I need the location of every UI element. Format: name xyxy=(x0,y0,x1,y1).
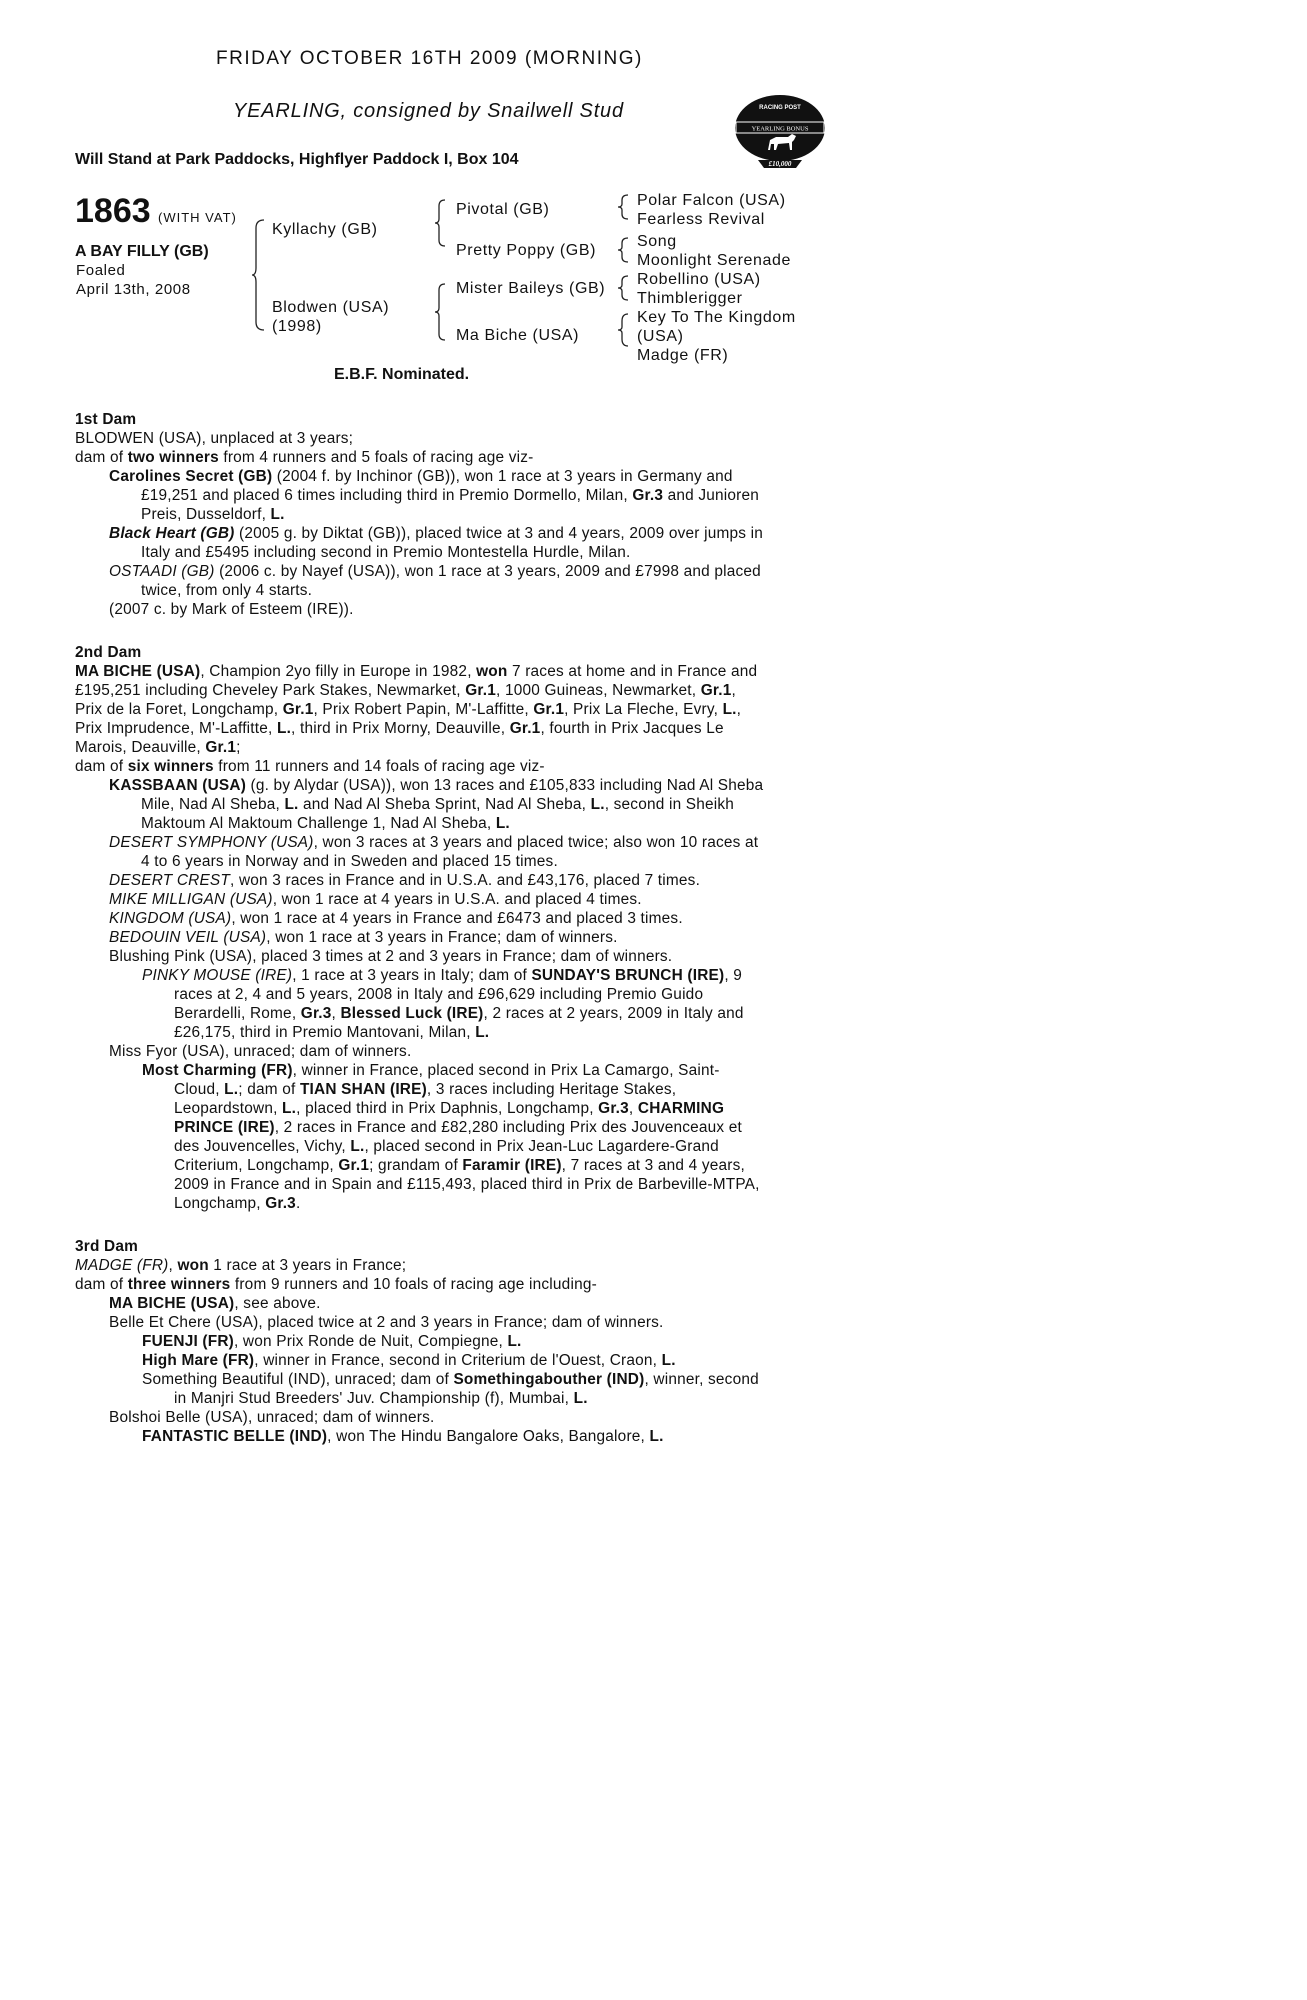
pedigree-dam-dam: Ma Biche (USA) xyxy=(456,327,580,344)
second-dam-line: MA BICHE (USA), Champion 2yo filly in Europe in 1982, won 7 races at home and in France and £195,251 including Cheveley Park Stakes, Newmarket, Gr.1, 1000 Guineas, Newmarket, Gr.1, Prix de la Foret, Longchamp, Gr.1, Prix Robert Papin, M'-Laffitte, Gr.1, Prix La Fleche, Evry, L., Prix Imprudence, M'-Laffitte, L., third in Prix Morny, Deauville, Gr.1, fourth in Prix Jacques Le Marois, Deauville, Gr.1; xyxy=(75,663,758,756)
descendant-entry: FANTASTIC BELLE (IND), won The Hindu Bangalore Oaks, Bangalore, L. xyxy=(142,1428,664,1445)
produce-entry: Black Heart (GB) (2005 g. by Diktat (GB)), placed twice at 3 and 4 years, 2009 over jumps in Italy and £5495 including second in Premio Montestella Hurdle, Milan. xyxy=(109,525,763,561)
pedigree-dam-sire: Mister Baileys (GB) xyxy=(456,280,606,297)
pedigree-dam-year: (1998) xyxy=(272,318,322,335)
produce-entry: Belle Et Chere (USA), placed twice at 2 and 3 years in France; dam of winners. xyxy=(109,1314,664,1331)
pedigree-sds: Song xyxy=(637,233,677,250)
descendant-entry: PINKY MOUSE (IRE), 1 race at 3 years in Italy; dam of SUNDAY'S BRUNCH (IRE), 9 races at 2, 4 and 5 years, 2008 in Italy and £96,629 including Premio Guido Berardelli, Rome, Gr.3, Blessed Luck (IRE), 2 races at 2 years, 2009 in Italy and £26,175, third in Premio Mantovani, Milan, L. xyxy=(142,967,744,1041)
second-dam-produce-summary: dam of six winners from 11 runners and 14 foals of racing age viz- xyxy=(75,758,545,775)
second-dam-heading: 2nd Dam xyxy=(75,644,142,661)
pedigree-sss: Polar Falcon (USA) xyxy=(637,192,786,209)
descendant-entry: FUENJI (FR), won Prix Ronde de Nuit, Compiegne, L. xyxy=(142,1333,522,1350)
pedigree-bracket-icon xyxy=(618,236,630,264)
pedigree-bracket-icon xyxy=(618,312,630,348)
horse-name: A BAY FILLY (GB) xyxy=(75,243,209,260)
foaled-label: Foaled xyxy=(76,262,126,279)
consignment: YEARLING, consigned by Snailwell Stud xyxy=(233,100,624,122)
descendant-entry: High Mare (FR), winner in France, second in Criterium de l'Ouest, Craon, L. xyxy=(142,1352,676,1369)
badge-mid-text: YEARLING BONUS xyxy=(751,125,809,133)
produce-entry: Miss Fyor (USA), unraced; dam of winners. xyxy=(109,1043,412,1060)
produce-entry: DESERT SYMPHONY (USA), won 3 races at 3 years and placed twice; also won 10 races at 4 to 6 years in Norway and in Sweden and placed 15 times. xyxy=(109,834,759,870)
pedigree-bracket-icon xyxy=(618,193,630,221)
pedigree-bracket-icon xyxy=(435,198,447,248)
produce-entry: Bolshoi Belle (USA), unraced; dam of winners. xyxy=(109,1409,435,1426)
third-dam-produce-summary: dam of three winners from 9 runners and 10 foals of racing age including- xyxy=(75,1276,597,1293)
third-dam-line: MADGE (FR), won 1 race at 3 years in France; xyxy=(75,1257,407,1274)
produce-entry: KINGDOM (USA), won 1 race at 4 years in France and £6473 and placed 3 times. xyxy=(109,910,683,927)
pedigree-ssd: Fearless Revival xyxy=(637,211,765,228)
lot-number: 1863 xyxy=(75,192,151,230)
pedigree-sire: Kyllachy (GB) xyxy=(272,221,378,238)
pedigree-dss: Robellino (USA) xyxy=(637,271,761,288)
produce-entry: KASSBAAN (USA) (g. by Alydar (USA)), won 13 races and £105,833 including Nad Al Sheba Mile, Nad Al Sheba, L. and Nad Al Sheba Sprint, Nad Al Sheba, L., second in Sheikh Maktoum Al Maktoum Challenge 1, Nad Al Sheba, L. xyxy=(109,777,764,832)
descendant-entry: Something Beautiful (IND), unraced; dam of Somethingabouther (IND), winner, second in Manjri Stud Breeders' Juv. Championship (f), Mumbai, L. xyxy=(142,1371,759,1407)
pedigree-bracket-icon xyxy=(252,218,266,332)
pedigree-sire-sire: Pivotal (GB) xyxy=(456,201,550,218)
ebf-nominated: E.B.F. Nominated. xyxy=(334,366,470,383)
pedigree-bracket-icon xyxy=(435,282,447,342)
produce-entry: BEDOUIN VEIL (USA), won 1 race at 3 years in France; dam of winners. xyxy=(109,929,618,946)
pedigree-dds: Key To The Kingdom xyxy=(637,309,796,326)
foaled-date: April 13th, 2008 xyxy=(76,281,191,298)
pedigree-sire-dam: Pretty Poppy (GB) xyxy=(456,242,597,259)
lot-vat: (WITH VAT) xyxy=(158,210,237,225)
produce-entry: Carolines Secret (GB) (2004 f. by Inchinor (GB)), won 1 race at 3 years in Germany and £19,251 and placed 6 times including third in Premio Dormello, Milan, Gr.3 and Junioren Preis, Dusseldorf, L. xyxy=(109,468,759,523)
pedigree-dsd: Thimblerigger xyxy=(637,290,743,307)
first-dam-line: BLODWEN (USA), unplaced at 3 years; xyxy=(75,430,354,447)
descendant-entry: Most Charming (FR), winner in France, placed second in Prix La Camargo, Saint-Cloud, L.; dam of TIAN SHAN (IRE), 3 races including Heritage Stakes, Leopardstown, L., placed third in Prix Daphnis, Longchamp, Gr.3, CHARMING PRINCE (IRE), 2 races in France and £82,280 including Prix des Jouvenceaux et des Jouvencelles, Vichy, L., placed second in Prix Jean-Luc Lagardere-Grand Criterium, Longchamp, Gr.1; grandam of Faramir (IRE), 7 races at 3 and 4 years, 2009 in France and in Spain and £115,493, placed third in Prix de Barbeville-MTPA, Longchamp, Gr.3. xyxy=(142,1062,760,1212)
badge-top-text: RACING POST xyxy=(759,105,801,111)
pedigree-ddd: Madge (FR) xyxy=(637,347,729,364)
first-dam-produce-summary: dam of two winners from 4 runners and 5 foals of racing age viz- xyxy=(75,449,534,466)
badge-amount: £10,000 xyxy=(768,160,792,168)
catalogue-body xyxy=(75,402,765,1446)
pedigree-bracket-icon xyxy=(618,274,630,302)
sale-date: FRIDAY OCTOBER 16TH 2009 (MORNING) xyxy=(216,48,643,69)
pedigree-dam: Blodwen (USA) xyxy=(272,299,390,316)
pedigree-dds-country: (USA) xyxy=(637,328,684,345)
produce-entry: OSTAADI (GB) (2006 c. by Nayef (USA)), won 1 race at 3 years, 2009 and £7998 and placed twice, from only 4 starts. xyxy=(109,563,761,599)
produce-entry: DESERT CREST, won 3 races in France and in U.S.A. and £43,176, placed 7 times. xyxy=(109,872,701,889)
yearling-bonus-badge-icon xyxy=(730,92,830,170)
third-dam-heading: 3rd Dam xyxy=(75,1238,138,1255)
produce-entry: Blushing Pink (USA), placed 3 times at 2 and 3 years in France; dam of winners. xyxy=(109,948,673,965)
produce-entry: MA BICHE (USA), see above. xyxy=(109,1295,321,1312)
stand-location: Will Stand at Park Paddocks, Highflyer Paddock I, Box 104 xyxy=(75,151,519,168)
produce-entry: MIKE MILLIGAN (USA), won 1 race at 4 years in U.S.A. and placed 4 times. xyxy=(109,891,642,908)
pedigree-sdd: Moonlight Serenade xyxy=(637,252,792,269)
first-dam-heading: 1st Dam xyxy=(75,411,137,428)
produce-entry: (2007 c. by Mark of Esteem (IRE)). xyxy=(109,601,354,618)
